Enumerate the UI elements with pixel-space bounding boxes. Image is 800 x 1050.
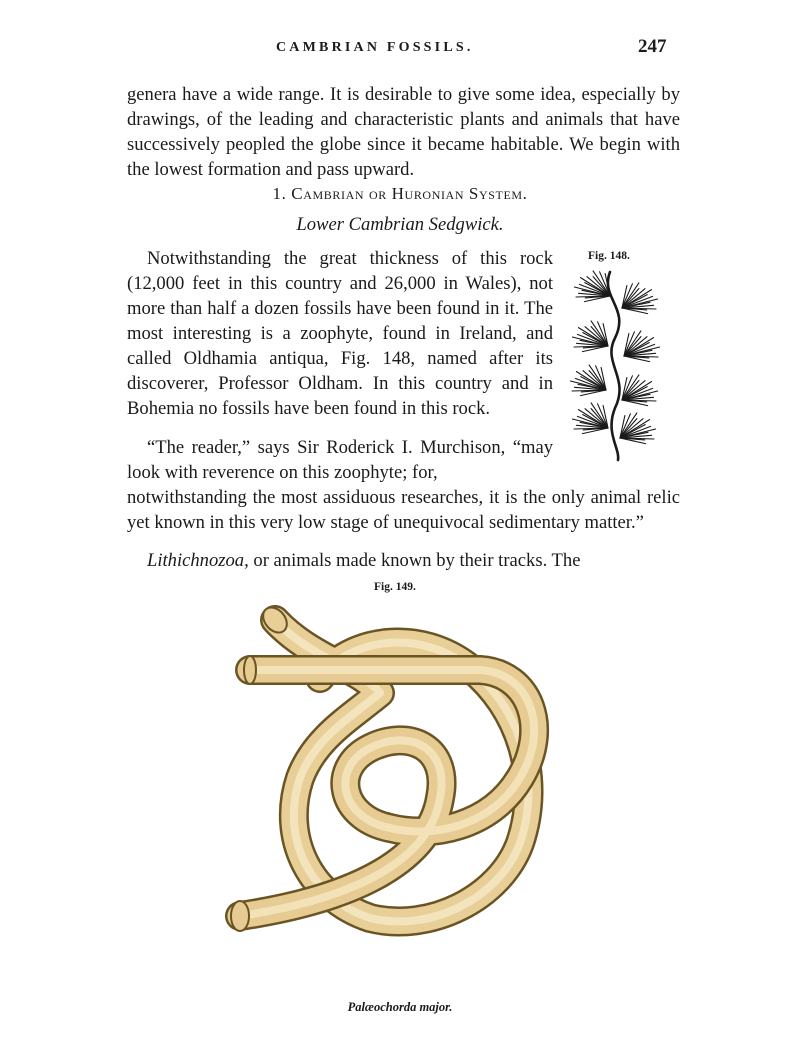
fig-149-caption: Palæochorda major.: [347, 1000, 453, 1014]
paragraph-lithichnozoa: [127, 548, 680, 573]
quote-rest: notwithstanding the most assiduous researches, it is the only animal relic yet known in this very low stage of unequivocal sedimentary matter.”: [127, 487, 680, 533]
page-number: 247: [638, 36, 667, 57]
oldhamia-fan: [572, 403, 608, 434]
fig-148-label: Fig. 148.: [588, 250, 630, 262]
sub-heading: Lower Cambrian Sedgwick.: [296, 214, 504, 235]
quote-first: “The reader,” says Sir Roderick I. Murchison, “may look with reverence on this zoophyte; for,: [127, 437, 553, 483]
oldhamia-fan: [622, 375, 658, 406]
section-title: Cambrian or Huronian System.: [291, 184, 528, 203]
running-head: [0, 36, 800, 66]
oldhamia-fan: [572, 321, 608, 352]
paragraph-continued: genera have a wide range. It is desirable to give some idea, especially by drawings, of the leading and characteristic plants and animals that have successively peopled the globe since it became habitable. We begin with the lowest formation and pass upward.: [127, 84, 680, 180]
oldhamia-fan: [574, 271, 610, 302]
paragraph-oldhamia: Notwithstanding the great thickness of this rock (12,000 feet in this country and 26,000 in Wales), not more than half a dozen fossils have been found in it. The most interesting is a zoophyte, found in Ireland, and called Oldhamia antiqua, Fig. 148, named after its discoverer, Professor Oldham. In this country and in Bohemia no fossils have been found in this rock.: [127, 248, 553, 419]
oldhamia-fan: [624, 331, 660, 362]
section-heading: [0, 184, 800, 204]
lithichnozoa-text: or animals made known by their tracks. The: [253, 550, 581, 571]
oldhamia-fan: [570, 365, 606, 396]
section-number: 1.: [272, 184, 287, 203]
running-title: CAMBRIAN FOSSILS.: [276, 40, 474, 55]
fig-149-label: Fig. 149.: [374, 581, 416, 593]
paragraph-quote: [127, 435, 680, 535]
oldhamia-fan: [622, 283, 658, 314]
term-lithichnozoa: Lithichnozoa,: [147, 550, 249, 571]
palaeochorda-figure: [220, 598, 590, 990]
oldhamia-figure: [560, 268, 670, 463]
